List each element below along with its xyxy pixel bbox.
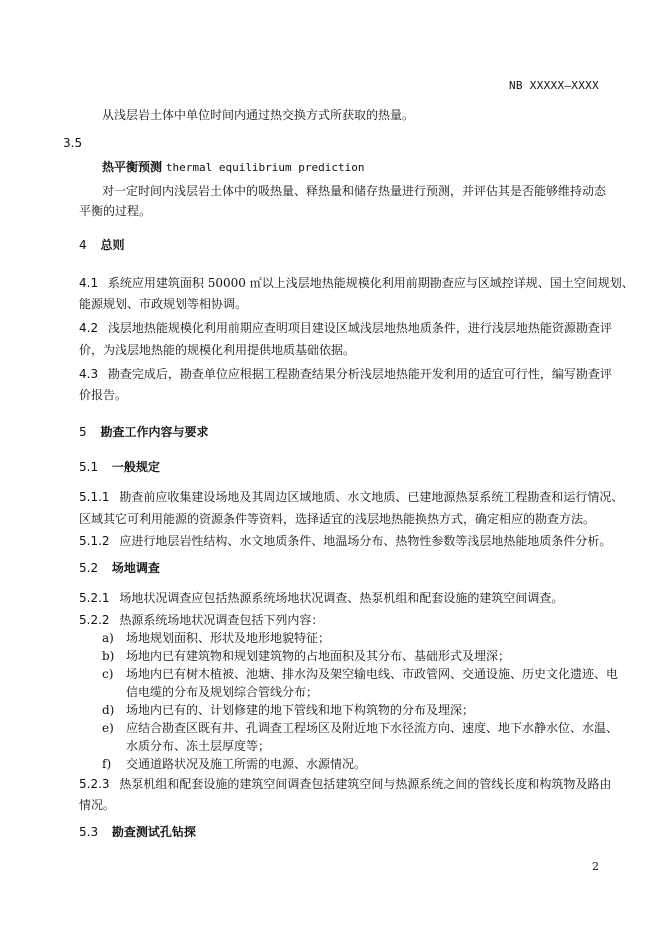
list-item-label: d) xyxy=(102,703,115,717)
chapter-number: 4 xyxy=(79,238,87,252)
chapter-title: 勘查工作内容与要求 xyxy=(100,425,209,439)
list-item xyxy=(102,720,618,736)
chapter-number: 5 xyxy=(79,425,87,439)
paragraph-line: 从浅层岩土体中单位时间内通过热交换方式所获取的热量。 xyxy=(102,108,415,122)
list-item-text: 交通道路状况及施工所需的电源、水源情况。 xyxy=(126,757,367,771)
standard-code-header: NB XXXXX—XXXX xyxy=(509,79,599,92)
clause-text: 勘查完成后，勘查单位应根据工程勘查结果分析浅层地热能开发利用的适宜可行性，编写勘查评 xyxy=(107,367,612,381)
clause-line xyxy=(79,366,612,382)
clause-line xyxy=(79,489,623,505)
list-item-label: a) xyxy=(102,631,114,645)
clause-line xyxy=(79,590,563,606)
section-title: 勘查测试孔钻探 xyxy=(111,825,196,839)
clause-text: 浅层地热能规模化利用前期应查明项目建设区域浅层地热地质条件，进行浅层地热能资源勘查评 xyxy=(107,321,612,335)
clause-line xyxy=(79,533,611,549)
clause-text: 热源系统场地状况调查包括下列内容： xyxy=(119,613,324,627)
clause-text: 系统应用建筑面积 50000 ㎡以上浅层地热能规模化利用前期勘查应与区域控详规、国土空间规划、 xyxy=(107,276,634,290)
section-number: 3.5 xyxy=(63,136,83,150)
clause-line xyxy=(79,776,611,792)
clause-line: 能源规划、市政规划等相协调。 xyxy=(79,297,248,311)
list-item-label: e) xyxy=(102,721,114,735)
chapter-heading xyxy=(79,424,208,440)
list-item xyxy=(102,666,618,682)
list-item-text: 场地内已有建筑物和规划建筑物的占地面积及其分布、基础形式及埋深； xyxy=(126,649,511,663)
clause-number: 5.1.2 xyxy=(79,534,110,548)
clause-line: 区域其它可利用能源的资源条件等资料，选择适宜的浅层地热能换热方式，确定相应的勘查方法。 xyxy=(79,512,596,526)
clause-number: 5.1.1 xyxy=(79,490,110,504)
clause-text: 热泵机组和配套设施的建筑空间调查包括建筑空间与热源系统之间的管线长度和构筑物及路由 xyxy=(119,777,612,791)
clause-number: 5.2.2 xyxy=(79,613,110,627)
clause-line xyxy=(79,612,323,628)
list-item-text: 场地内已有树木植被、池塘、排水沟及架空输电线、市政管网、交通设施、历史文化遗迹、电 xyxy=(126,667,619,681)
clause-text: 勘查前应收集建设场地及其周边区域地质、水文地质、已建地源热泵系统工程勘查和运行情况、 xyxy=(119,490,624,504)
list-item xyxy=(102,648,510,664)
list-item xyxy=(102,702,474,718)
section-heading xyxy=(79,824,196,840)
list-item-label: f) xyxy=(102,757,112,771)
clause-line: 价报告。 xyxy=(79,388,128,402)
list-item xyxy=(102,630,330,646)
list-item-text: 应结合勘查区既有井、孔调查工程场区及附近地下水径流方向、速度、地下水静水位、水温、 xyxy=(126,721,619,735)
clause-line xyxy=(79,275,634,291)
definition-line: 对一定时间内浅层岩土体中的吸热量、释热量和储存热量进行预测，并评估其是否能够维持动态 xyxy=(102,184,607,198)
section-title: 一般规定 xyxy=(111,460,160,474)
clause-line: 价，为浅层地热能的规模化利用提供地质基础依据。 xyxy=(79,343,356,357)
list-item-continuation: 水质分布、冻土层厚度等； xyxy=(126,739,271,753)
clause-number: 5.2.1 xyxy=(79,591,110,605)
clause-number: 4.2 xyxy=(79,321,99,335)
list-item-label: c) xyxy=(102,667,114,681)
clause-line xyxy=(79,320,612,336)
term-english: thermal equilibrium prediction xyxy=(165,161,365,174)
list-item-text: 场地内已有的、计划修建的地下管线和地下构筑物的分布及埋深； xyxy=(126,703,475,717)
section-number: 5.2 xyxy=(79,561,99,575)
clause-text: 场地状况调查应包括热源系统场地状况调查、热泵机组和配套设施的建筑空间调查。 xyxy=(119,591,564,605)
section-number: 5.3 xyxy=(79,825,99,839)
clause-number: 4.3 xyxy=(79,367,99,381)
section-number: 5.1 xyxy=(79,460,99,474)
page-number: 2 xyxy=(592,860,599,873)
clause-text: 应进行地层岩性结构、水文地质条件、地温场分布、热物性参数等浅层地热能地质条件分析。 xyxy=(119,534,612,548)
list-item-text: 场地规划面积、形状及地形地貌特征； xyxy=(126,631,331,645)
clause-number: 5.2.3 xyxy=(79,777,110,791)
definition-line: 平衡的过程。 xyxy=(79,204,152,218)
list-item-label: b) xyxy=(102,649,115,663)
section-heading xyxy=(79,560,160,576)
clause-number: 4.1 xyxy=(79,276,99,290)
list-item-continuation: 信电缆的分布及规划综合管线分布； xyxy=(126,685,319,699)
section-title: 场地调查 xyxy=(111,561,160,575)
term-chinese: 热平衡预测 xyxy=(102,160,163,174)
clause-line: 情况。 xyxy=(79,798,116,812)
term-entry xyxy=(102,159,365,176)
list-item xyxy=(102,756,366,772)
section-heading xyxy=(79,459,160,475)
chapter-title: 总则 xyxy=(100,238,125,252)
chapter-heading xyxy=(79,237,124,253)
